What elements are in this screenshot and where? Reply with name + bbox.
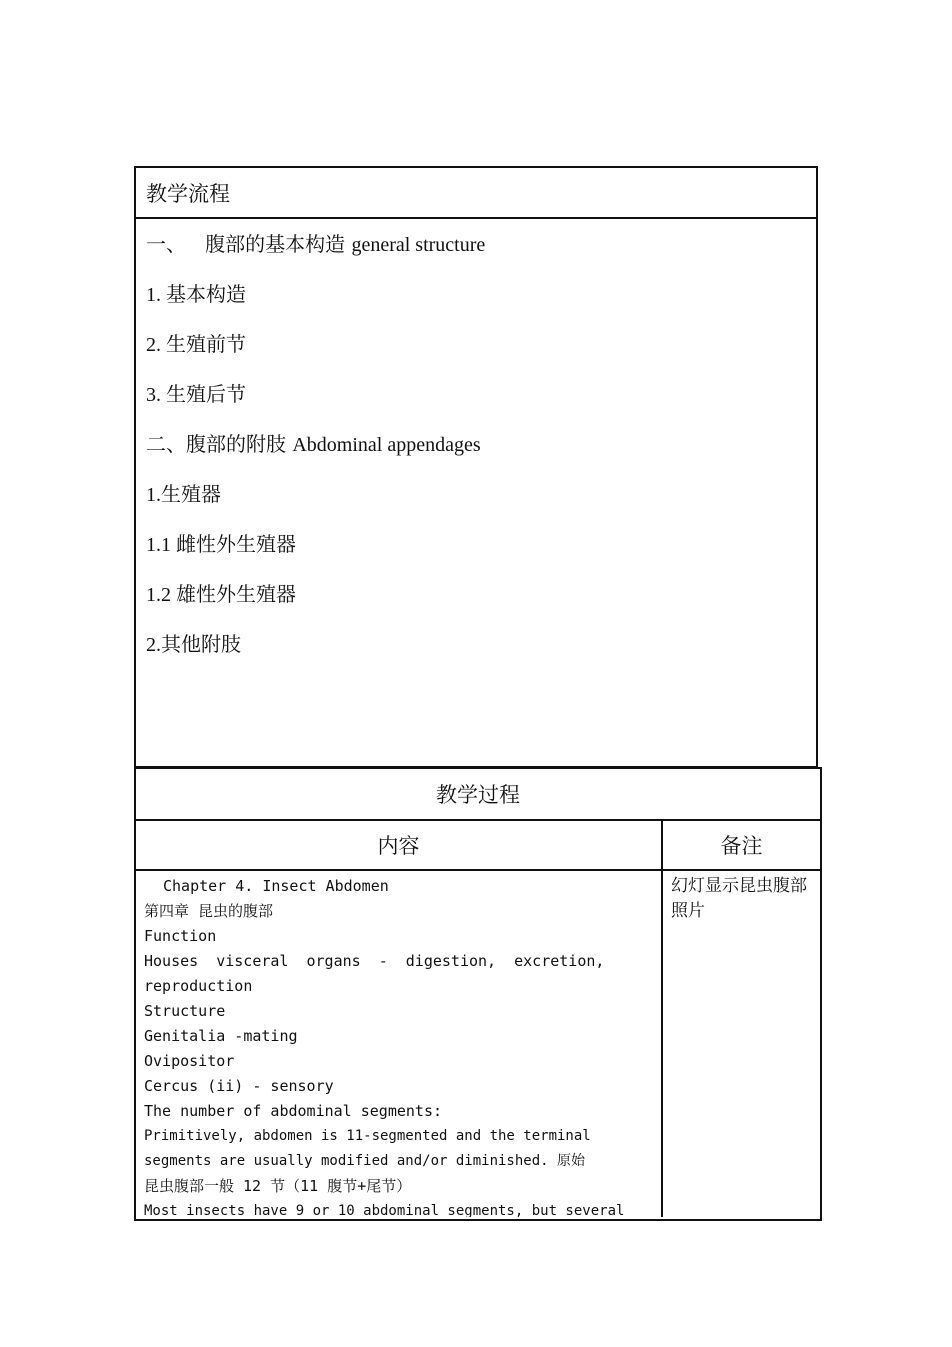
- content-column-header: 内容: [136, 821, 663, 869]
- flow-item-number: 一、: [146, 232, 186, 256]
- content-line: Genitalia -mating: [144, 1027, 298, 1045]
- flow-item: [146, 325, 816, 375]
- content-line: Chapter 4. Insect Abdomen: [163, 877, 389, 895]
- flow-item-number: 1.: [146, 284, 166, 306]
- teaching-flow-header: 教学流程: [136, 168, 816, 219]
- content-cell: [136, 871, 663, 1217]
- content-line: Structure: [144, 1002, 226, 1020]
- process-row: [136, 871, 820, 1217]
- teaching-process-title: 教学过程: [136, 769, 820, 821]
- content-line: The number of abdominal segments:: [144, 1102, 443, 1120]
- flow-item-number: 3.: [146, 384, 166, 406]
- flow-item-number: 2.: [146, 334, 166, 356]
- flow-item-number: 1.: [146, 484, 161, 506]
- flow-item-title-zh: 腹部的附肢: [186, 432, 286, 456]
- flow-item-title-zh: 雌性外生殖器: [176, 532, 296, 556]
- flow-item-number: 2.: [146, 634, 161, 656]
- notes-column-header: 备注: [720, 834, 763, 858]
- flow-item-title-zh: 其他附肢: [161, 632, 241, 656]
- flow-item-title-zh: 基本构造: [166, 282, 246, 306]
- content-line: Houses visceral organs - digestion, excretion,: [144, 952, 605, 970]
- flow-item-title-en: general structure: [351, 234, 486, 256]
- flow-item: [146, 575, 816, 625]
- teaching-process-table: [134, 767, 822, 1221]
- flow-item-title-zh: 腹部的基本构造: [205, 232, 346, 256]
- flow-item: [146, 375, 816, 425]
- content-line: 第四章 昆虫的腹部: [144, 902, 274, 920]
- content-line: Function: [144, 927, 217, 945]
- content-line: 昆虫腹部一般 12 节（11 腹节+尾节）: [144, 1177, 412, 1195]
- flow-item: [146, 225, 816, 275]
- column-header-row: [136, 821, 820, 871]
- content-line: Cercus (ii) - sensory: [144, 1077, 334, 1095]
- flow-item-title-zh: 生殖后节: [166, 382, 246, 406]
- flow-item-number: 1.2: [146, 584, 176, 606]
- flow-item: [146, 275, 816, 325]
- content-line: Primitively, abdomen is 11-segmented and the terminal: [144, 1128, 591, 1144]
- teaching-flow-table: [134, 166, 818, 768]
- content-line: Most insects have 9 or 10 abdominal segments, but several: [144, 1203, 625, 1217]
- content-line: Ovipositor: [144, 1052, 235, 1070]
- flow-item-title-zh: 雄性外生殖器: [176, 582, 296, 606]
- flow-item: [146, 425, 816, 475]
- flow-item-number: 1.1: [146, 534, 176, 556]
- flow-item-number: 二、: [146, 432, 186, 456]
- teaching-flow-body: [136, 219, 816, 675]
- flow-item-title-zh: 生殖前节: [166, 332, 246, 356]
- flow-item-title-zh: 生殖器: [161, 482, 221, 506]
- content-line: reproduction: [144, 977, 253, 995]
- content-line: segments are usually modified and/or diminished. 原始: [144, 1153, 586, 1169]
- flow-item: [146, 475, 816, 525]
- notes-cell: 幻灯显示昆虫腹部照片: [671, 876, 807, 921]
- flow-item: [146, 625, 816, 675]
- flow-item-title-en: Abdominal appendages: [292, 434, 481, 456]
- flow-item: [146, 525, 816, 575]
